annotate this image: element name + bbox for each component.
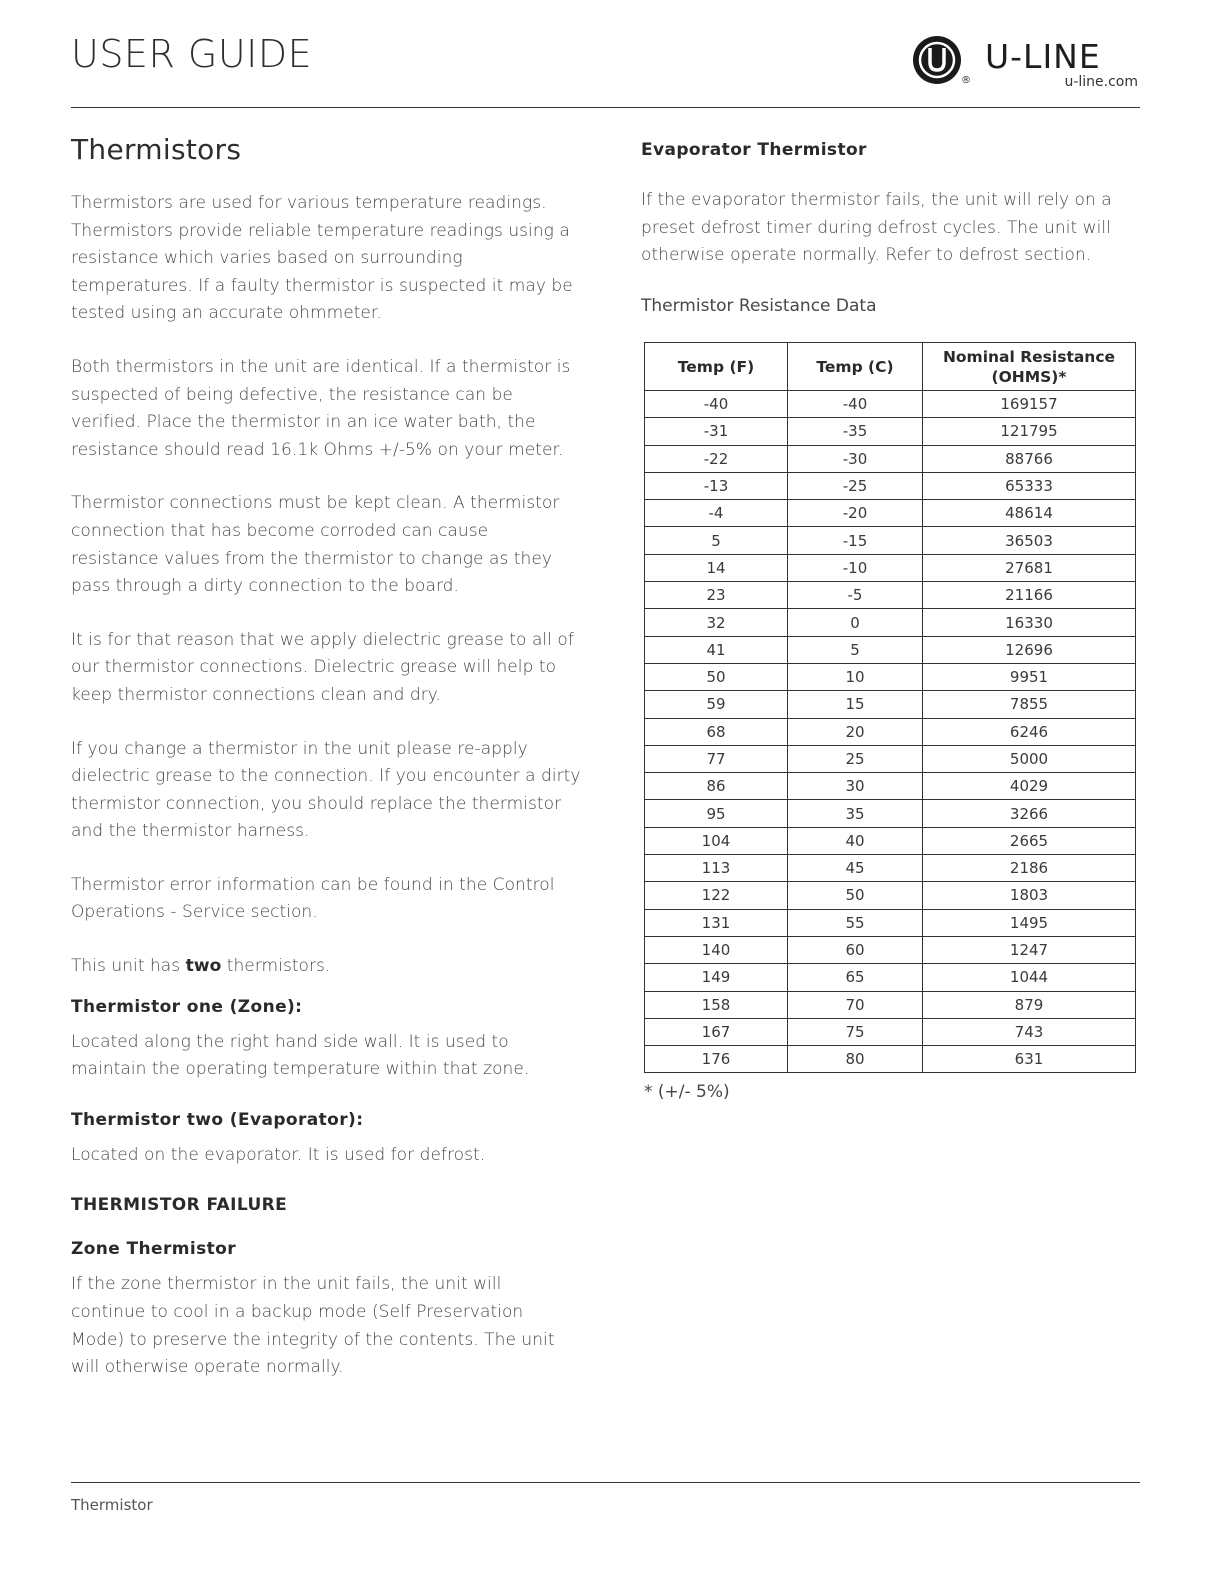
- table-cell: 3266: [923, 800, 1136, 827]
- intro-paragraph: Thermistors are used for various temperature readings. Thermistors provide reliable temperature readings using a resistance which varies based on surrounding temperatures. If a faulty thermistor is suspected it may be tested using an accurate ohmmeter.: [71, 193, 573, 324]
- table-cell: -35: [788, 418, 923, 445]
- table-cell: 122: [645, 882, 788, 909]
- table-cell: 23: [645, 582, 788, 609]
- table-row: [645, 500, 1136, 527]
- table-cell: 4029: [923, 773, 1136, 800]
- table-cell: 68: [645, 718, 788, 745]
- table-row: [645, 1046, 1136, 1073]
- table-row: [645, 472, 1136, 499]
- zone-thermistor-heading: Zone Thermistor: [71, 1239, 237, 1260]
- left-column: [71, 133, 581, 1408]
- table-row: [645, 882, 1136, 909]
- header-divider: [71, 107, 1140, 108]
- count-suffix: thermistors.: [221, 956, 331, 977]
- table-cell: 167: [645, 1018, 788, 1045]
- table-row: [645, 418, 1136, 445]
- table-cell: 2665: [923, 827, 1136, 854]
- table-row: [645, 909, 1136, 936]
- footer-section-label: Thermistor: [71, 1496, 153, 1514]
- table-row: [645, 718, 1136, 745]
- count-paragraph: [71, 953, 581, 981]
- table-cell: 176: [645, 1046, 788, 1073]
- count-prefix: This unit has: [71, 956, 186, 977]
- table-cell: 14: [645, 554, 788, 581]
- table-cell: 158: [645, 991, 788, 1018]
- table-cell: -40: [788, 391, 923, 418]
- table-row: [645, 745, 1136, 772]
- table-cell: -22: [645, 445, 788, 472]
- table-cell: 6246: [923, 718, 1136, 745]
- table-cell: 743: [923, 1018, 1136, 1045]
- table-cell: 75: [788, 1018, 923, 1045]
- table-row: [645, 773, 1136, 800]
- evaporator-thermistor-text: If the evaporator thermistor fails, the unit will rely on a preset defrost timer during defrost cycles. The unit will otherwise operate normally. Refer to defrost section.: [641, 190, 1112, 266]
- table-cell: 95: [645, 800, 788, 827]
- table-cell: 21166: [923, 582, 1136, 609]
- table-row: [645, 663, 1136, 690]
- table-cell: 50: [645, 663, 788, 690]
- table-cell: 113: [645, 855, 788, 882]
- footer-divider: [71, 1482, 1140, 1483]
- table-row: [645, 527, 1136, 554]
- table-cell: -31: [645, 418, 788, 445]
- table-cell: 12696: [923, 636, 1136, 663]
- u-line-logo-icon: [912, 35, 962, 85]
- table-cell: 879: [923, 991, 1136, 1018]
- table-cell: 86: [645, 773, 788, 800]
- table-cell: 40: [788, 827, 923, 854]
- logo-wordmark: U-LINE: [985, 37, 1101, 76]
- table-row: [645, 554, 1136, 581]
- table-row: [645, 445, 1136, 472]
- table-row: [645, 800, 1136, 827]
- table-cell: -5: [788, 582, 923, 609]
- grease-paragraph: It is for that reason that we apply dielectric grease to all of our thermistor connections. Dielectric grease will help to keep thermistor connections clean and dry.: [71, 629, 574, 705]
- table-cell: 65: [788, 964, 923, 991]
- column-header: Temp (C): [788, 343, 923, 391]
- table-cell: 88766: [923, 445, 1136, 472]
- brand-logo: [910, 33, 1142, 93]
- table-row: [645, 936, 1136, 963]
- table-row: [645, 827, 1136, 854]
- table-cell: 25: [788, 745, 923, 772]
- table-cell: -40: [645, 391, 788, 418]
- count-value: two: [185, 956, 222, 977]
- table-cell: -25: [788, 472, 923, 499]
- table-cell: 36503: [923, 527, 1136, 554]
- logo-url: u-line.com: [1064, 74, 1138, 90]
- section-title: Thermistors: [71, 133, 242, 166]
- table-cell: 41: [645, 636, 788, 663]
- registered-mark: ®: [961, 75, 971, 86]
- table-cell: 121795: [923, 418, 1136, 445]
- identical-paragraph: Both thermistors in the unit are identical. If a thermistor is suspected of being defective, the resistance can be verified. Place the thermistor in an ice water bath, the resistance should read 16.1k Ohms +/-5% on your meter.: [71, 356, 571, 460]
- table-cell: 1495: [923, 909, 1136, 936]
- table-row: [645, 991, 1136, 1018]
- table-cell: 48614: [923, 500, 1136, 527]
- table-row: [645, 391, 1136, 418]
- table-body: [645, 391, 1136, 1073]
- table-cell: 9951: [923, 663, 1136, 690]
- resistance-table: [644, 342, 1136, 1073]
- table-cell: 5: [788, 636, 923, 663]
- table-row: [645, 636, 1136, 663]
- table-cell: 35: [788, 800, 923, 827]
- table-cell: 50: [788, 882, 923, 909]
- table-header-row: [645, 343, 1136, 391]
- table-cell: 140: [645, 936, 788, 963]
- table-cell: -4: [645, 500, 788, 527]
- table-cell: 5000: [923, 745, 1136, 772]
- connections-paragraph: Thermistor connections must be kept clean. A thermistor connection that has become corroded can cause resistance values from the thermistor to change as they pass through a dirty connection to the board.: [71, 493, 560, 597]
- failure-heading: THERMISTOR FAILURE: [71, 1195, 288, 1216]
- table-footnote: * (+/- 5%): [644, 1082, 730, 1102]
- table-cell: 16330: [923, 609, 1136, 636]
- table-cell: 20: [788, 718, 923, 745]
- column-header: Temp (F): [645, 343, 788, 391]
- error-info-paragraph: Thermistor error information can be found in the Control Operations - Service section.: [71, 874, 555, 923]
- table-cell: 104: [645, 827, 788, 854]
- zone-thermistor-text: If the zone thermistor in the unit fails, the unit will continue to cool in a backup mode (Self Preservation Mode) to preserve the integrity of the contents. The unit will otherwise operate normally.: [71, 1274, 555, 1378]
- replace-paragraph: If you change a thermistor in the unit please re-apply dielectric grease to the connection. If you encounter a dirty thermistor connection, you should replace the thermistor and the thermistor harness.: [71, 738, 581, 842]
- table-cell: 45: [788, 855, 923, 882]
- table-cell: 1803: [923, 882, 1136, 909]
- table-cell: 1044: [923, 964, 1136, 991]
- table-cell: -10: [788, 554, 923, 581]
- table-cell: 631: [923, 1046, 1136, 1073]
- table-row: [645, 1018, 1136, 1045]
- table-cell: 59: [645, 691, 788, 718]
- table-cell: -30: [788, 445, 923, 472]
- table-cell: 77: [645, 745, 788, 772]
- table-row: [645, 582, 1136, 609]
- table-cell: 10: [788, 663, 923, 690]
- table-cell: 65333: [923, 472, 1136, 499]
- table-cell: 131: [645, 909, 788, 936]
- table-cell: 70: [788, 991, 923, 1018]
- table-cell: 60: [788, 936, 923, 963]
- table-cell: -15: [788, 527, 923, 554]
- table-cell: -13: [645, 472, 788, 499]
- thermistor-one-heading: Thermistor one (Zone):: [71, 996, 303, 1017]
- table-row: [645, 691, 1136, 718]
- table-cell: 169157: [923, 391, 1136, 418]
- thermistor-two-heading: Thermistor two (Evaporator):: [71, 1109, 364, 1130]
- table-cell: 5: [645, 527, 788, 554]
- table-cell: 0: [788, 609, 923, 636]
- thermistor-one-text: Located along the right hand side wall. It is used to maintain the operating temperature within that zone.: [71, 1031, 530, 1080]
- thermistor-two-text: Located on the evaporator. It is used for defrost.: [71, 1144, 486, 1165]
- table-cell: 30: [788, 773, 923, 800]
- table-caption: Thermistor Resistance Data: [641, 295, 877, 316]
- page-title: USER GUIDE: [71, 32, 313, 76]
- column-header: Nominal Resistance (OHMS)*: [923, 343, 1136, 391]
- table-cell: 15: [788, 691, 923, 718]
- table-cell: 55: [788, 909, 923, 936]
- table-cell: 7855: [923, 691, 1136, 718]
- table-row: [645, 855, 1136, 882]
- evaporator-thermistor-heading: Evaporator Thermistor: [641, 140, 867, 160]
- table-cell: 27681: [923, 554, 1136, 581]
- table-row: [645, 964, 1136, 991]
- table-row: [645, 609, 1136, 636]
- table-cell: 1247: [923, 936, 1136, 963]
- right-column: [641, 140, 1139, 330]
- table-cell: 2186: [923, 855, 1136, 882]
- table-cell: 80: [788, 1046, 923, 1073]
- table-cell: -20: [788, 500, 923, 527]
- table-cell: 149: [645, 964, 788, 991]
- table-cell: 32: [645, 609, 788, 636]
